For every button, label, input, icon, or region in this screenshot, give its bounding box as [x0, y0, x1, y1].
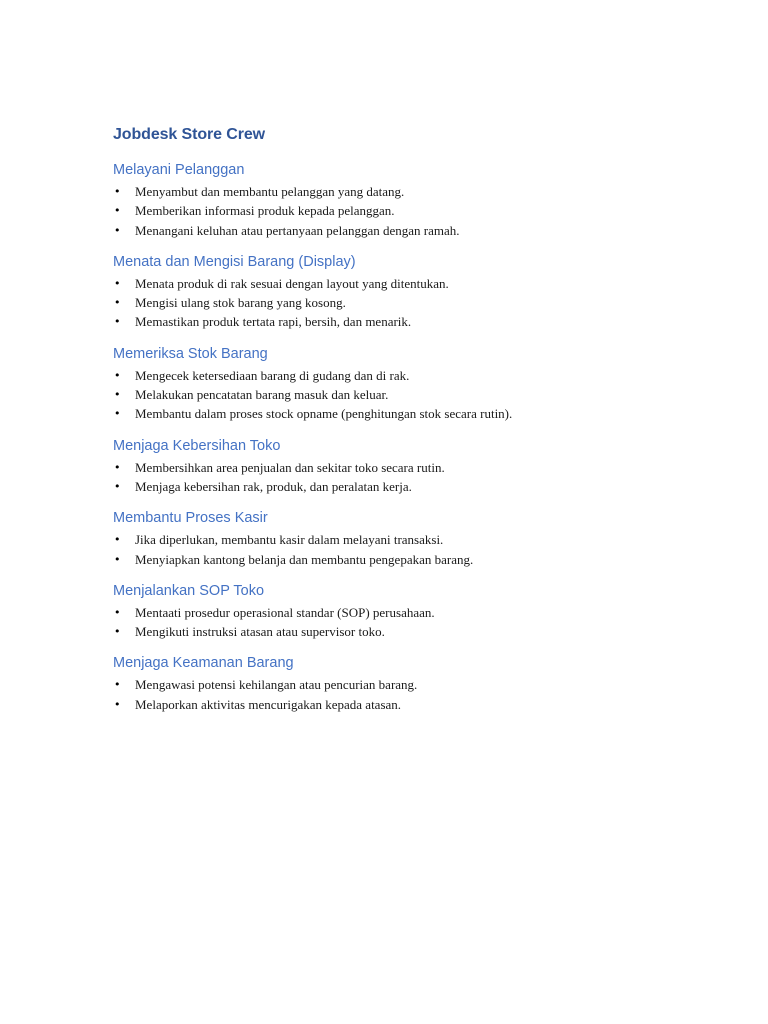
section-heading: Melayani Pelanggan: [113, 162, 245, 178]
section-heading: Memeriksa Stok Barang: [113, 345, 268, 362]
bullet-icon: •: [114, 276, 121, 290]
list-item: [113, 182, 713, 201]
list-item: [113, 695, 713, 714]
bullet-icon: •: [114, 460, 121, 474]
list-item-text: Melaporkan aktivitas mencurigakan kepada atasan.: [135, 696, 402, 712]
section-2: [113, 252, 713, 332]
list-item: [113, 366, 713, 385]
list-item-text: Menata produk di rak sesuai dengan layout yang ditentukan.: [135, 275, 449, 291]
bullet-icon: •: [114, 625, 121, 639]
bullet-icon: •: [114, 697, 121, 711]
bullet-icon: •: [114, 185, 121, 198]
list-item: [113, 550, 713, 569]
section-heading: Menjaga Kebersihan Toko: [113, 437, 281, 454]
document-page: [113, 124, 713, 714]
bullet-icon: •: [114, 204, 121, 218]
bullet-icon: •: [114, 407, 121, 421]
list-item-text: Membersihkan area penjualan dan sekitar toko secara rutin.: [135, 459, 445, 475]
list-item: [113, 530, 713, 549]
list-item-text: Menangani keluhan atau pertanyaan pelanggan dengan ramah.: [135, 222, 460, 238]
list-item-text: Menjaga kebersihan rak, produk, dan peralatan kerja.: [135, 478, 412, 494]
list-item-text: Memastikan produk tertata rapi, bersih, dan menarik.: [135, 314, 412, 330]
list-item-text: Memberikan informasi produk kepada pelanggan.: [135, 203, 395, 219]
bullet-icon: •: [114, 479, 121, 493]
list-item-text: Menyambut dan membantu pelanggan yang datang.: [135, 184, 405, 199]
section-3: [113, 344, 713, 424]
bullet-list: [113, 675, 713, 714]
list-item-text: Mengisi ulang stok barang yang kosong.: [135, 295, 346, 311]
bullet-list: [113, 274, 713, 332]
bullet-icon: •: [114, 533, 121, 547]
bullet-icon: •: [114, 552, 121, 566]
list-item-text: Menyiapkan kantong belanja dan membantu pengepakan barang.: [135, 551, 474, 567]
list-item: [113, 385, 713, 404]
bullet-icon: •: [114, 296, 121, 310]
document-title: Jobdesk Store Crew: [113, 126, 266, 143]
section-1: [113, 160, 713, 240]
section-7: [113, 653, 713, 714]
bullet-list: [113, 182, 713, 240]
list-item: [113, 675, 713, 694]
section-6: [113, 581, 713, 642]
list-item: [113, 293, 713, 312]
list-item: [113, 201, 713, 220]
section-heading: Membantu Proses Kasir: [113, 510, 268, 527]
bullet-icon: •: [114, 223, 121, 237]
list-item-text: Mengikuti instruksi atasan atau supervisor toko.: [135, 624, 385, 640]
list-item-text: Mengecek ketersediaan barang di gudang dan di rak.: [135, 367, 410, 383]
list-item: [113, 274, 713, 293]
bullet-list: [113, 530, 713, 569]
section-4: [113, 436, 713, 497]
list-item: [113, 312, 713, 331]
document-sections: [113, 160, 713, 714]
list-item: [113, 603, 713, 622]
bullet-list: [113, 458, 713, 497]
section-heading: Menjaga Keamanan Barang: [113, 655, 294, 672]
bullet-list: [113, 366, 713, 424]
bullet-icon: •: [114, 605, 121, 619]
section-heading: Menata dan Mengisi Barang (Display): [113, 253, 356, 270]
list-item: [113, 221, 713, 240]
list-item-text: Membantu dalam proses stock opname (penghitungan stok secara rutin).: [135, 406, 513, 422]
bullet-icon: •: [114, 315, 121, 329]
list-item-text: Mentaati prosedur operasional standar (SOP) perusahaan.: [135, 604, 435, 620]
section-5: [113, 508, 713, 569]
list-item-text: Melakukan pencatatan barang masuk dan keluar.: [135, 387, 389, 403]
bullet-icon: •: [114, 368, 121, 382]
list-item: [113, 458, 713, 477]
list-item-text: Jika diperlukan, membantu kasir dalam melayani transaksi.: [135, 532, 444, 548]
bullet-list: [113, 603, 713, 642]
bullet-icon: •: [114, 388, 121, 402]
bullet-icon: •: [114, 678, 121, 692]
list-item: [113, 477, 713, 496]
list-item: [113, 404, 713, 423]
list-item-text: Mengawasi potensi kehilangan atau pencurian barang.: [135, 677, 418, 693]
list-item: [113, 622, 713, 641]
section-heading: Menjalankan SOP Toko: [113, 582, 265, 599]
